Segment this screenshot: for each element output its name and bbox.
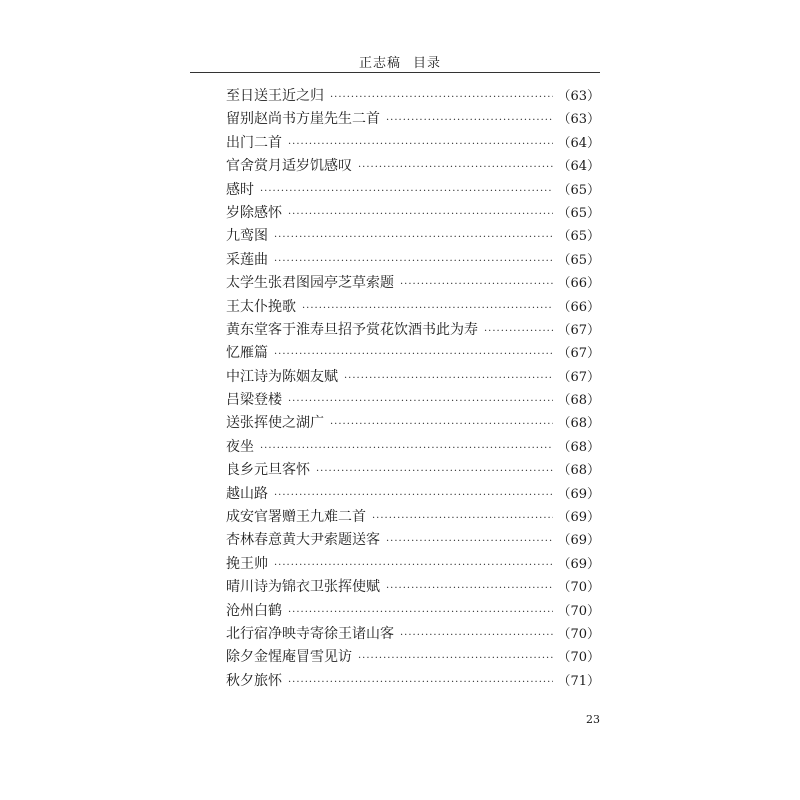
page-number: 23: [586, 713, 600, 726]
toc-entry: [226, 483, 600, 506]
toc-entry-title: 王太仆挽歌: [226, 298, 296, 315]
toc-entry: [226, 272, 600, 295]
dot-leader: [316, 460, 553, 483]
section-title: 目录: [413, 56, 442, 71]
toc-entry-title: 黄东堂客于淮寿旦招予赏花饮酒书此为寿: [226, 321, 478, 338]
toc-entry-page: （63）: [557, 89, 600, 104]
toc-entry-title: 良乡元旦客怀: [226, 462, 310, 479]
toc-entry-page: （66）: [557, 299, 600, 315]
toc-entry: [226, 155, 600, 178]
toc-entry-title: 留别赵尚书方崖先生二首: [226, 111, 380, 128]
dot-leader: [288, 203, 553, 226]
toc-entry: [226, 132, 600, 155]
toc-entry-page: （65）: [557, 229, 600, 245]
toc-entry-page: （68）: [557, 463, 600, 479]
toc-entry-page: （66）: [557, 276, 600, 292]
toc-entry: [226, 576, 600, 599]
toc-entry-title: 北行宿净映寺寄徐王诸山客: [226, 625, 394, 642]
toc-entry-page: （65）: [557, 205, 600, 221]
toc-entry-title: 成安官署赠王九难二首: [226, 509, 366, 526]
toc-entry: [226, 342, 600, 365]
dot-leader: [386, 109, 553, 132]
dot-leader: [288, 671, 553, 694]
toc-entry-title: 太学生张君图园亭芝草索题: [226, 275, 394, 292]
toc-entry-title: 越山路: [226, 485, 268, 502]
dot-leader: [288, 601, 553, 624]
dot-leader: [386, 530, 553, 553]
toc-entry-title: 吕梁登楼: [226, 392, 282, 409]
toc-entry: [226, 506, 600, 529]
toc-entry-page: （69）: [557, 556, 600, 572]
toc-entry-page: （70）: [557, 580, 600, 596]
dot-leader: [330, 413, 553, 436]
toc-entry-page: （64）: [557, 159, 600, 175]
toc-entry: [226, 366, 600, 389]
dot-leader: [330, 86, 553, 109]
toc-entry-page: （65）: [557, 182, 600, 198]
toc-entry-title: 采莲曲: [226, 251, 268, 268]
toc-entry-title: 岁除感怀: [226, 204, 282, 221]
toc-entry-title: 官舍赏月适岁饥感叹: [226, 158, 352, 175]
toc-entry-title: 除夕金惺庵冒雪见访: [226, 649, 352, 666]
toc-entry-title: 沧州白鹤: [226, 602, 282, 619]
toc-entry: [226, 553, 600, 576]
toc-entry-title: 晴川诗为锦衣卫张挥使赋: [226, 579, 380, 596]
toc-entry-title: 秋夕旅怀: [226, 672, 282, 689]
dot-leader: [372, 507, 553, 530]
dot-leader: [484, 320, 553, 343]
toc-entry-title: 出门二首: [226, 134, 282, 151]
toc-entry-page: （70）: [557, 626, 600, 642]
toc-entry-title: 送张挥使之湖广: [226, 415, 324, 432]
dot-leader: [288, 390, 553, 413]
toc-entry-page: （67）: [557, 369, 600, 385]
toc-entry-title: 杏林春意黄大尹索题送客: [226, 532, 380, 549]
toc-entry: [226, 412, 600, 435]
toc-entry-title: 至日送王近之归: [226, 88, 324, 104]
dot-leader: [386, 577, 553, 600]
dot-leader: [260, 437, 553, 460]
toc-entry: [226, 389, 600, 412]
toc-entry-page: （69）: [557, 486, 600, 502]
dot-leader: [274, 554, 553, 577]
dot-leader: [274, 250, 553, 273]
toc-entry-page: （67）: [557, 346, 600, 362]
toc-entry-page: （71）: [557, 673, 600, 689]
toc-entry-title: 忆雁篇: [226, 345, 268, 362]
dot-leader: [400, 624, 553, 647]
toc-entry: [226, 225, 600, 248]
book-title: 正志稿: [358, 56, 401, 71]
toc-entry: [226, 296, 600, 319]
toc-entry: [226, 600, 600, 623]
dot-leader: [358, 156, 553, 179]
toc-entry-page: （68）: [557, 416, 600, 432]
toc-entry-page: （69）: [557, 510, 600, 526]
toc-entry: [226, 529, 600, 552]
toc-entry-page: （68）: [557, 439, 600, 455]
toc-entry-title: 九鸾图: [226, 228, 268, 245]
toc-entry-title: 感时: [226, 181, 254, 198]
dot-leader: [400, 273, 553, 296]
toc-entry: [226, 108, 600, 131]
toc-entry: [226, 646, 600, 669]
dot-leader: [260, 180, 553, 203]
toc-entry: [226, 179, 600, 202]
toc-entry: [226, 85, 600, 108]
toc-entry: [226, 202, 600, 225]
toc-entry-title: 挽王帅: [226, 555, 268, 572]
toc-entry: [226, 319, 600, 342]
header-rule: [190, 72, 600, 73]
running-head: [0, 52, 800, 71]
toc-entry-page: （70）: [557, 650, 600, 666]
toc-entry-page: （65）: [557, 252, 600, 268]
toc-entry-title: 夜坐: [226, 438, 254, 455]
toc-entry: [226, 623, 600, 646]
dot-leader: [274, 343, 553, 366]
dot-leader: [358, 647, 553, 670]
dot-leader: [288, 133, 553, 156]
toc-entry-page: （64）: [557, 135, 600, 151]
dot-leader: [274, 484, 553, 507]
toc-entry: [226, 436, 600, 459]
toc-entry-page: （69）: [557, 533, 600, 549]
toc-entry-page: （70）: [557, 603, 600, 619]
toc-entry: [226, 249, 600, 272]
toc-entry-page: （63）: [557, 112, 600, 128]
dot-leader: [302, 297, 553, 320]
dot-leader: [274, 226, 553, 249]
table-of-contents: [226, 85, 600, 693]
toc-entry-page: （68）: [557, 393, 600, 409]
dot-leader: [344, 367, 553, 390]
toc-entry: [226, 459, 600, 482]
toc-entry-page: （67）: [557, 322, 600, 338]
toc-entry: [226, 670, 600, 693]
toc-entry-title: 中江诗为陈姻友赋: [226, 368, 338, 385]
